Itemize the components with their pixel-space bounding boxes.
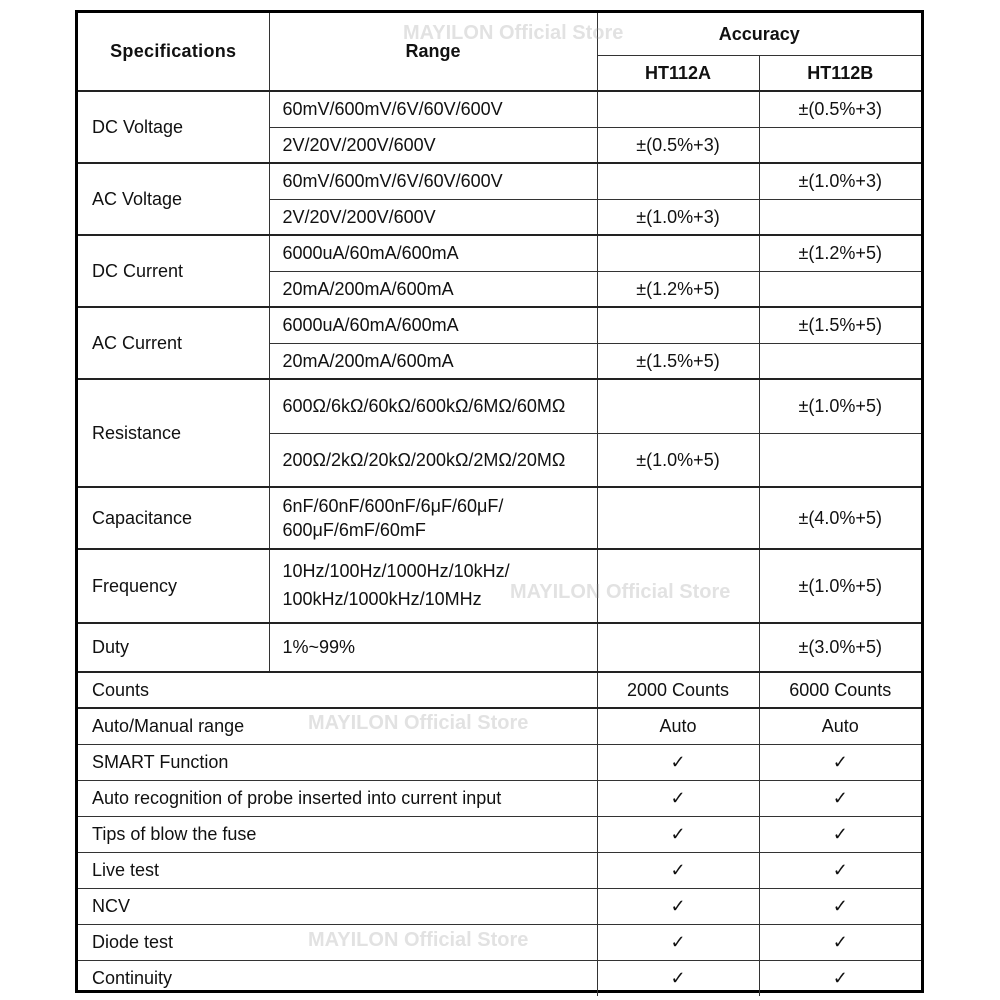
spec-category: Duty	[78, 623, 269, 672]
check-icon: ✓	[759, 888, 921, 924]
accuracy-a-cell: ±(1.5%+5)	[597, 343, 759, 379]
accuracy-a-cell: ±(1.0%+3)	[597, 199, 759, 235]
auto-manual-b: Auto	[759, 708, 921, 744]
check-icon: ✓	[759, 744, 921, 780]
range-cell: 600Ω/6kΩ/60kΩ/600kΩ/6MΩ/60MΩ	[269, 379, 597, 433]
check-icon: ✓	[597, 924, 759, 960]
range-cell: 2V/20V/200V/600V	[269, 199, 597, 235]
check-icon: ✓	[597, 816, 759, 852]
range-cell	[269, 487, 597, 549]
accuracy-b-cell	[759, 127, 921, 163]
table-row	[78, 780, 921, 816]
range-cell: 20mA/200mA/600mA	[269, 343, 597, 379]
table-row	[78, 91, 921, 127]
header-specifications: Specifications	[78, 13, 269, 91]
header-range: Range	[269, 13, 597, 91]
accuracy-b-cell: ±(1.0%+5)	[759, 549, 921, 623]
accuracy-a-cell	[597, 235, 759, 271]
spec-category: AC Voltage	[78, 163, 269, 235]
accuracy-a-cell	[597, 549, 759, 623]
accuracy-a-cell	[597, 623, 759, 672]
counts-a: 2000 Counts	[597, 672, 759, 708]
table-row	[78, 708, 921, 744]
counts-label: Counts	[78, 672, 597, 708]
table-row	[78, 379, 921, 433]
accuracy-b-cell: ±(1.0%+5)	[759, 379, 921, 433]
table-row	[78, 852, 921, 888]
header-model-a: HT112A	[597, 55, 759, 91]
auto-manual-a: Auto	[597, 708, 759, 744]
table-row	[78, 960, 921, 996]
table-row	[78, 307, 921, 343]
range-line: 100kHz/1000kHz/10MHz	[282, 589, 482, 609]
range-cell: 6000uA/60mA/600mA	[269, 307, 597, 343]
accuracy-b-cell: ±(1.5%+5)	[759, 307, 921, 343]
check-icon: ✓	[597, 744, 759, 780]
accuracy-b-cell: ±(1.0%+3)	[759, 163, 921, 199]
accuracy-b-cell	[759, 433, 921, 487]
accuracy-a-cell: ±(1.0%+5)	[597, 433, 759, 487]
range-cell: 20mA/200mA/600mA	[269, 271, 597, 307]
accuracy-b-cell: ±(3.0%+5)	[759, 623, 921, 672]
watermark-text: MAYILON Official Store	[308, 929, 529, 951]
range-line: 6nF/60nF/600nF/6μF/60μF/	[282, 495, 504, 516]
header-row	[78, 13, 921, 55]
auto-manual-label: Auto/Manual range	[78, 708, 597, 744]
table-row	[78, 924, 921, 960]
header-accuracy: Accuracy	[597, 13, 921, 55]
accuracy-a-cell	[597, 163, 759, 199]
accuracy-b-cell: ±(4.0%+5)	[759, 487, 921, 549]
accuracy-b-cell: ±(1.2%+5)	[759, 235, 921, 271]
accuracy-b-cell	[759, 199, 921, 235]
feature-label: Continuity	[78, 960, 597, 996]
table-row	[78, 487, 921, 549]
feature-label: Auto recognition of probe inserted into current input	[78, 780, 597, 816]
table-row	[78, 744, 921, 780]
table-row	[78, 549, 921, 623]
accuracy-b-cell	[759, 271, 921, 307]
range-cell: 2V/20V/200V/600V	[269, 127, 597, 163]
accuracy-a-cell	[597, 307, 759, 343]
accuracy-a-cell	[597, 487, 759, 549]
range-line: 600μF/6mF/60mF	[282, 520, 426, 540]
spec-category: Capacitance	[78, 487, 269, 549]
feature-label: NCV	[78, 888, 597, 924]
feature-label: Tips of blow the fuse	[78, 816, 597, 852]
range-cell: 6000uA/60mA/600mA	[269, 235, 597, 271]
check-icon: ✓	[597, 852, 759, 888]
watermark-text: MAYILON Official Store	[308, 712, 529, 734]
check-icon: ✓	[759, 852, 921, 888]
range-line: 10Hz/100Hz/1000Hz/10kHz/	[282, 561, 510, 582]
table-row	[78, 816, 921, 852]
check-icon: ✓	[759, 960, 921, 996]
range-cell: 1%~99%	[269, 623, 597, 672]
check-icon: ✓	[597, 780, 759, 816]
specifications-table	[78, 13, 921, 996]
spec-sheet	[75, 10, 924, 993]
table-row	[78, 623, 921, 672]
counts-b: 6000 Counts	[759, 672, 921, 708]
accuracy-a-cell	[597, 91, 759, 127]
table-row	[78, 235, 921, 271]
range-cell: 60mV/600mV/6V/60V/600V	[269, 91, 597, 127]
watermark-text: MAYILON Official Store	[510, 581, 731, 603]
range-cell: 60mV/600mV/6V/60V/600V	[269, 163, 597, 199]
accuracy-b-cell	[759, 343, 921, 379]
table-row	[78, 163, 921, 199]
accuracy-a-cell	[597, 379, 759, 433]
spec-category: AC Current	[78, 307, 269, 379]
check-icon: ✓	[759, 780, 921, 816]
header-model-b: HT112B	[759, 55, 921, 91]
spec-category: DC Voltage	[78, 91, 269, 163]
watermark-text: MAYILON Official Store	[403, 22, 624, 44]
check-icon: ✓	[759, 924, 921, 960]
feature-label: Live test	[78, 852, 597, 888]
check-icon: ✓	[597, 960, 759, 996]
table-row	[78, 888, 921, 924]
accuracy-a-cell: ±(1.2%+5)	[597, 271, 759, 307]
accuracy-b-cell: ±(0.5%+3)	[759, 91, 921, 127]
spec-category: Frequency	[78, 549, 269, 623]
spec-category: Resistance	[78, 379, 269, 487]
range-cell: 200Ω/2kΩ/20kΩ/200kΩ/2MΩ/20MΩ	[269, 433, 597, 487]
check-icon: ✓	[759, 816, 921, 852]
feature-label: Diode test	[78, 924, 597, 960]
table-row	[78, 672, 921, 708]
feature-label: SMART Function	[78, 744, 597, 780]
accuracy-a-cell: ±(0.5%+3)	[597, 127, 759, 163]
range-cell	[269, 549, 597, 623]
check-icon: ✓	[597, 888, 759, 924]
spec-category: DC Current	[78, 235, 269, 307]
